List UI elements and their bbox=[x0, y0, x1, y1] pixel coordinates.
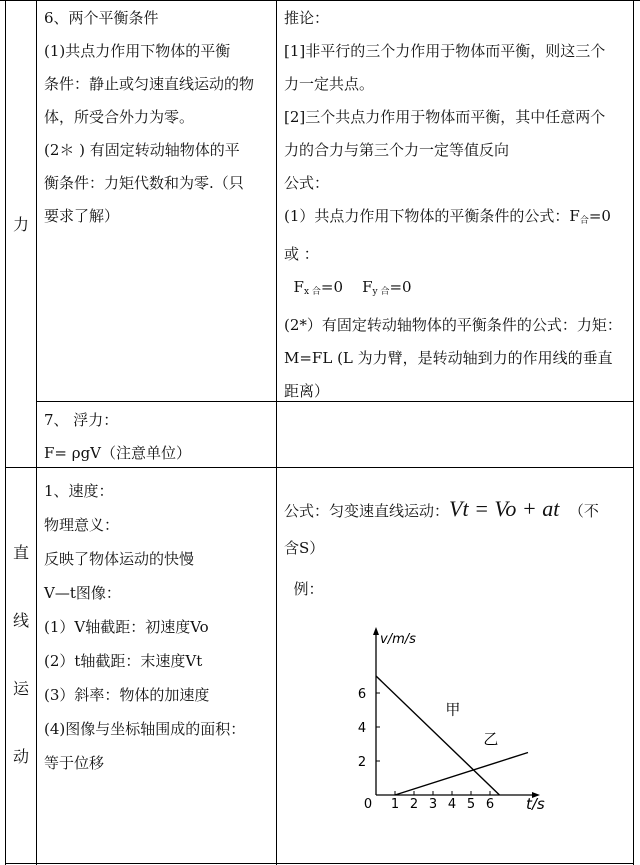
series-label: 乙 bbox=[483, 730, 499, 749]
text-line: (1）V轴截距：初速度Vo bbox=[44, 618, 209, 636]
text-line: 1、速度： bbox=[44, 482, 114, 500]
y-tick-label: 6 bbox=[357, 687, 367, 702]
force-balance-formula: (1）共点力作用下物体的平衡条件的公式：$F_合=0$ bbox=[284, 207, 611, 226]
x-tick-label: 3 bbox=[428, 797, 438, 810]
velocity-formula: Vt = Vo + at bbox=[449, 496, 560, 521]
y-axis-arrow bbox=[373, 627, 379, 635]
text-line: 体，所受合外力为零。 bbox=[44, 108, 195, 126]
text-line: 推论： bbox=[284, 9, 330, 27]
text-line: (3）斜率：物体的加速度 bbox=[44, 686, 210, 704]
component-balance-formula: $F_{x 合}=0$ $F_{y 合}=0$ bbox=[293, 278, 412, 297]
x-tick-label: 5 bbox=[466, 797, 476, 810]
table-border-top bbox=[0, 0, 640, 1]
vt-graph bbox=[350, 625, 560, 810]
buoyancy-cell bbox=[44, 404, 272, 470]
table-divider-col1 bbox=[36, 0, 37, 865]
y-axis-label: v/m/s bbox=[380, 632, 416, 647]
x-axis-label: t/s bbox=[526, 795, 545, 810]
text-line: 或 ： bbox=[284, 245, 319, 263]
table-divider-col2 bbox=[276, 0, 277, 865]
velocity-cell bbox=[44, 474, 272, 780]
inference-formula-cell bbox=[284, 2, 630, 408]
velocity-formula-line: 公式：匀变速直线运动：Vt = Vo + at （不 bbox=[284, 496, 599, 521]
text-line: [1]非平行的三个力作用于物体而平衡，则这三个 bbox=[284, 42, 606, 60]
text-line: 含S） bbox=[284, 539, 325, 557]
text-line: (4)图像与坐标轴围成的面积： bbox=[44, 720, 246, 738]
text-line: 反映了物体运动的快慢 bbox=[44, 550, 195, 568]
text-line: 力的合力与第三个力一定等值反向 bbox=[284, 141, 510, 159]
text-line: (1)共点力作用下物体的平衡 bbox=[44, 42, 231, 60]
y-tick-label: 4 bbox=[357, 721, 367, 736]
text-line: 物理意义： bbox=[44, 516, 120, 534]
text-line: 等于位移 bbox=[44, 754, 105, 772]
text-line: 公式： bbox=[284, 174, 330, 192]
text-line: 7、 浮力： bbox=[44, 411, 119, 429]
equilibrium-conditions-cell bbox=[44, 2, 272, 233]
text-line: (2）t轴截距：末速度Vt bbox=[44, 652, 203, 670]
text-line: 距离） bbox=[284, 382, 330, 400]
series-line bbox=[376, 676, 500, 795]
text-line: 力一定共点。 bbox=[284, 75, 375, 93]
x-tick-label: 1 bbox=[390, 797, 400, 810]
text-line: (2＊ ) 有固定转动轴物体的平 bbox=[44, 141, 240, 159]
text-line: 条件：静止或匀速直线运动的物 bbox=[44, 75, 255, 93]
section-label-force: 力 bbox=[12, 215, 29, 234]
text-line: [2]三个共点力作用于物体而平衡，其中任意两个 bbox=[284, 108, 606, 126]
x-tick-label: 6 bbox=[485, 797, 495, 810]
section-label-char-2: 线 bbox=[12, 611, 29, 630]
section-label-char-4: 动 bbox=[12, 747, 29, 766]
y-tick-label: 2 bbox=[357, 755, 367, 770]
table-border-bottom bbox=[5, 863, 634, 864]
text-line: V—t图像： bbox=[44, 584, 121, 602]
text-line: 例： bbox=[293, 580, 324, 598]
origin-label: 0 bbox=[363, 797, 373, 810]
text-line: F= ρgV（注意单位） bbox=[44, 444, 191, 462]
text-line: M=FL (L 为力臂，是转动轴到力的作用线的垂直 bbox=[284, 349, 613, 367]
x-tick-label: 4 bbox=[447, 797, 457, 810]
uniform-acceleration-cell bbox=[284, 492, 630, 606]
text-line: 6、两个平衡条件 bbox=[44, 9, 159, 27]
section-label-char-1: 直 bbox=[12, 543, 29, 562]
text-line: 衡条件：力矩代数和为零.（只 bbox=[44, 174, 244, 192]
x-tick-label: 2 bbox=[409, 797, 419, 810]
text-line: (2*）有固定转动轴物体的平衡条件的公式：力矩： bbox=[284, 316, 622, 334]
table-border-right bbox=[633, 0, 634, 865]
series-label: 甲 bbox=[445, 700, 461, 719]
table-border-left bbox=[5, 0, 6, 865]
text-line: 要求了解） bbox=[44, 207, 120, 225]
section-label-char-3: 运 bbox=[12, 679, 29, 698]
